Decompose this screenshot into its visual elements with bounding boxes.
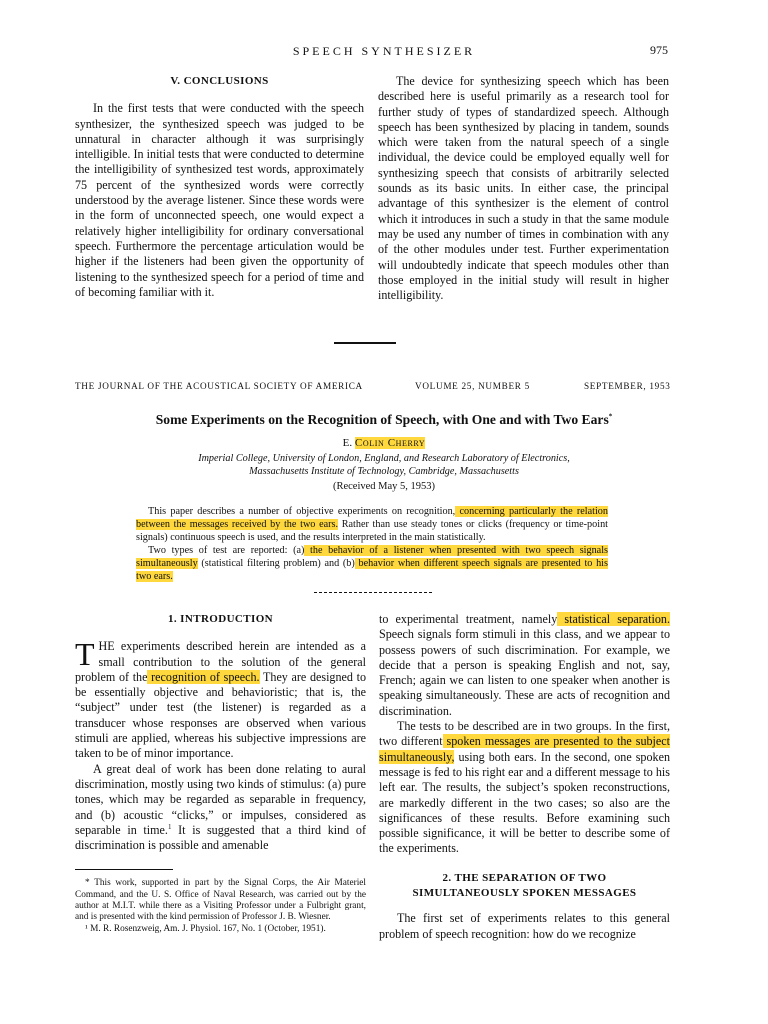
journal-volume: VOLUME 25, NUMBER 5 [415,381,530,391]
journal-date: SEPTEMBER, 1953 [584,381,671,391]
abstract-p2-text: Two types of test are reported: (a) [148,545,305,557]
footnote-ref-1: 1 [167,822,172,831]
conclusions-column [75,74,364,300]
abstract-paragraph-2 [136,544,608,583]
abstract-p1-text: This paper describes a number of objective experiments on recognition, [148,506,456,517]
right-p1-text: to experimental treatment, namely [379,612,558,626]
intro-p1-text: HE experiments described herein are intended as a small contribution to the solution of the general problem of the [75,639,366,684]
introduction-column [75,612,366,935]
drop-cap: T [75,636,95,673]
author-initial: E. [342,437,355,449]
right-text-column [379,612,670,942]
affiliation-line-1: Imperial College, University of London, England, and Research Laboratory of Electronics, [198,453,570,464]
abstract-divider [314,592,432,593]
section-2-heading: 2. THE SEPARATION OF TWO SIMULTANEOUSLY SPOKEN MESSAGES [412,871,637,900]
introduction-paragraph-2 [75,762,366,854]
running-head: SPEECH SYNTHESIZER [292,44,476,58]
footnotes [75,878,366,934]
intro-p2-text-end: It is suggested that a third kind of discrimination is possible and amenable [75,822,366,853]
right-p2-text: The tests to be described are in two groups. In the first, two different [379,719,670,749]
right-p1-text-end: Speech signals form stimuli in this class, and we appear to possess powers of such discrimination. For example, we decide that a person is speaking English and not, say, French; again we can listen to one speaker when another is speaking simultaneously. These are acts of recognition and discrimination. [379,627,670,718]
article-title [0,412,768,428]
abstract-p2-highlight-2: behavior when different speech signals are presented to his two ears. [136,558,608,583]
footnote-funding: * This work, supported in part by the Signal Corps, the Air Materiel Command, and the U. S. Office of Naval Research, was carried out by the author at M.I.T. while there as a Visiting Professor under a Fulbright grant, and is presented with the kind permission of Professor J. B. Wiesner. [75,878,366,923]
right-paragraph-2 [379,719,670,857]
received-date: (Received May 5, 1953) [332,481,436,492]
affiliation-line-2: Massachusetts Institute of Technology, Cambridge, Massachusetts [249,466,519,477]
introduction-paragraph-1 [75,636,367,761]
footnote-reference-1: ¹ M. R. Rosenzweig, Am. J. Physiol. 167, No. 1 (October, 1951). [85,923,326,934]
journal-name: THE JOURNAL OF THE ACOUSTICAL SOCIETY OF AMERICA [75,381,363,391]
right-p2-text-end: using both ears. In the second, one spoken message is fed to his right ear and a different message to his left ear. The results, the subject’s spoken reconstructions, are markedly different in the two cases; so also are the significances of these results. Before examining such possible significance, it will be better to describe some of the experiments. [379,749,670,856]
abstract [136,505,608,584]
abstract-p2-text-mid: (statistical filtering problem) and (b) [197,558,355,570]
section-2-paragraph: The first set of experiments relates to this general problem of speech recognition: how do we recognize [379,911,670,941]
intro-p1-highlight: recognition of speech. [147,669,260,684]
title-footnote-mark: * [608,412,613,421]
introduction-heading: 1. INTRODUCTION [167,613,273,625]
author-name: Colin Cherry [354,437,426,449]
abstract-paragraph-1 [136,505,608,544]
conclusions-right-paragraph: The device for synthesizing speech which has been described here is useful primarily as a research tool for further study of types of standardized speech. Although speech has been synthesized by placing in tandem, sounds which were taken from the natural speech of a single individual, the device could be employed equally well for synthesizing speech that consists of arbitrarily selected sounds as its basic units. In either case, the principal advantage of this synthesizer is the element of control which it introduces in such a study in that the same module may be used any number of times in combination with any of the other modules under test. Further experimentation will undoubtedly indicate that speech modules other than those employed in the initial study will result in higher intelligibility. [378,74,669,303]
intro-p1-text-end: They are designed to be essentially objective and behavioristic; that is, the “subject” under test (the listener) is regarded as a transducer whose responses are observed when various stimuli are applied, whereas his subjective impressions are taken to be of minor importance. [75,669,367,761]
right-paragraph-1 [379,612,670,719]
conclusions-paragraph: In the first tests that were conducted with the speech synthesizer, the synthesized speech was judged to be unnatural in character although it was surprisingly intelligible. In initial tests that were conducted to determine the intelligibility of synthesized test words, approximately 75 percent of the synthesized words were correctly understood by the average listener. Since these words were in the form of unconnected speech, one would expect a relatively higher intelligibility for ordinary conversational speech. Furthermore the percentage articulation would be higher if the listeners had been given the opportunity of listening to the synthesized speech for a period of time and of becoming familiar with it. [75,101,364,299]
conclusions-heading: V. CONCLUSIONS [170,75,269,87]
article-title-text: Some Experiments on the Recognition of Speech, with One and with Two Ears [155,412,609,427]
abstract-p1-highlight: concerning particularly the relation between the messages received by the two ears. [136,506,608,531]
abstract-p2-highlight-1: the behavior of a listener when presented with two speech signals simultaneously [136,545,608,570]
author-line [0,437,768,449]
section-divider [334,342,396,344]
footnote-rule [75,869,173,870]
conclusions-right-column [378,74,669,303]
right-p1-highlight: statistical separation. [557,612,670,626]
intro-p2-text: A great deal of work has been done relating to aural discrimination, mostly using two kinds of stimulus: (a) pure tones, which may be regarded as separable in frequency, and (b) acoustic “clicks,” or impulses, considered as separable in time. [75,761,366,837]
abstract-p1-text-end: Rather than use steady tones or clicks (frequency or time-point signals) continuous speech is used, and the results interpreted in the main statistically. [136,519,608,544]
page-number: 975 [650,43,668,57]
right-p2-highlight: spoken messages are presented to the subject simultaneously, [379,734,671,764]
